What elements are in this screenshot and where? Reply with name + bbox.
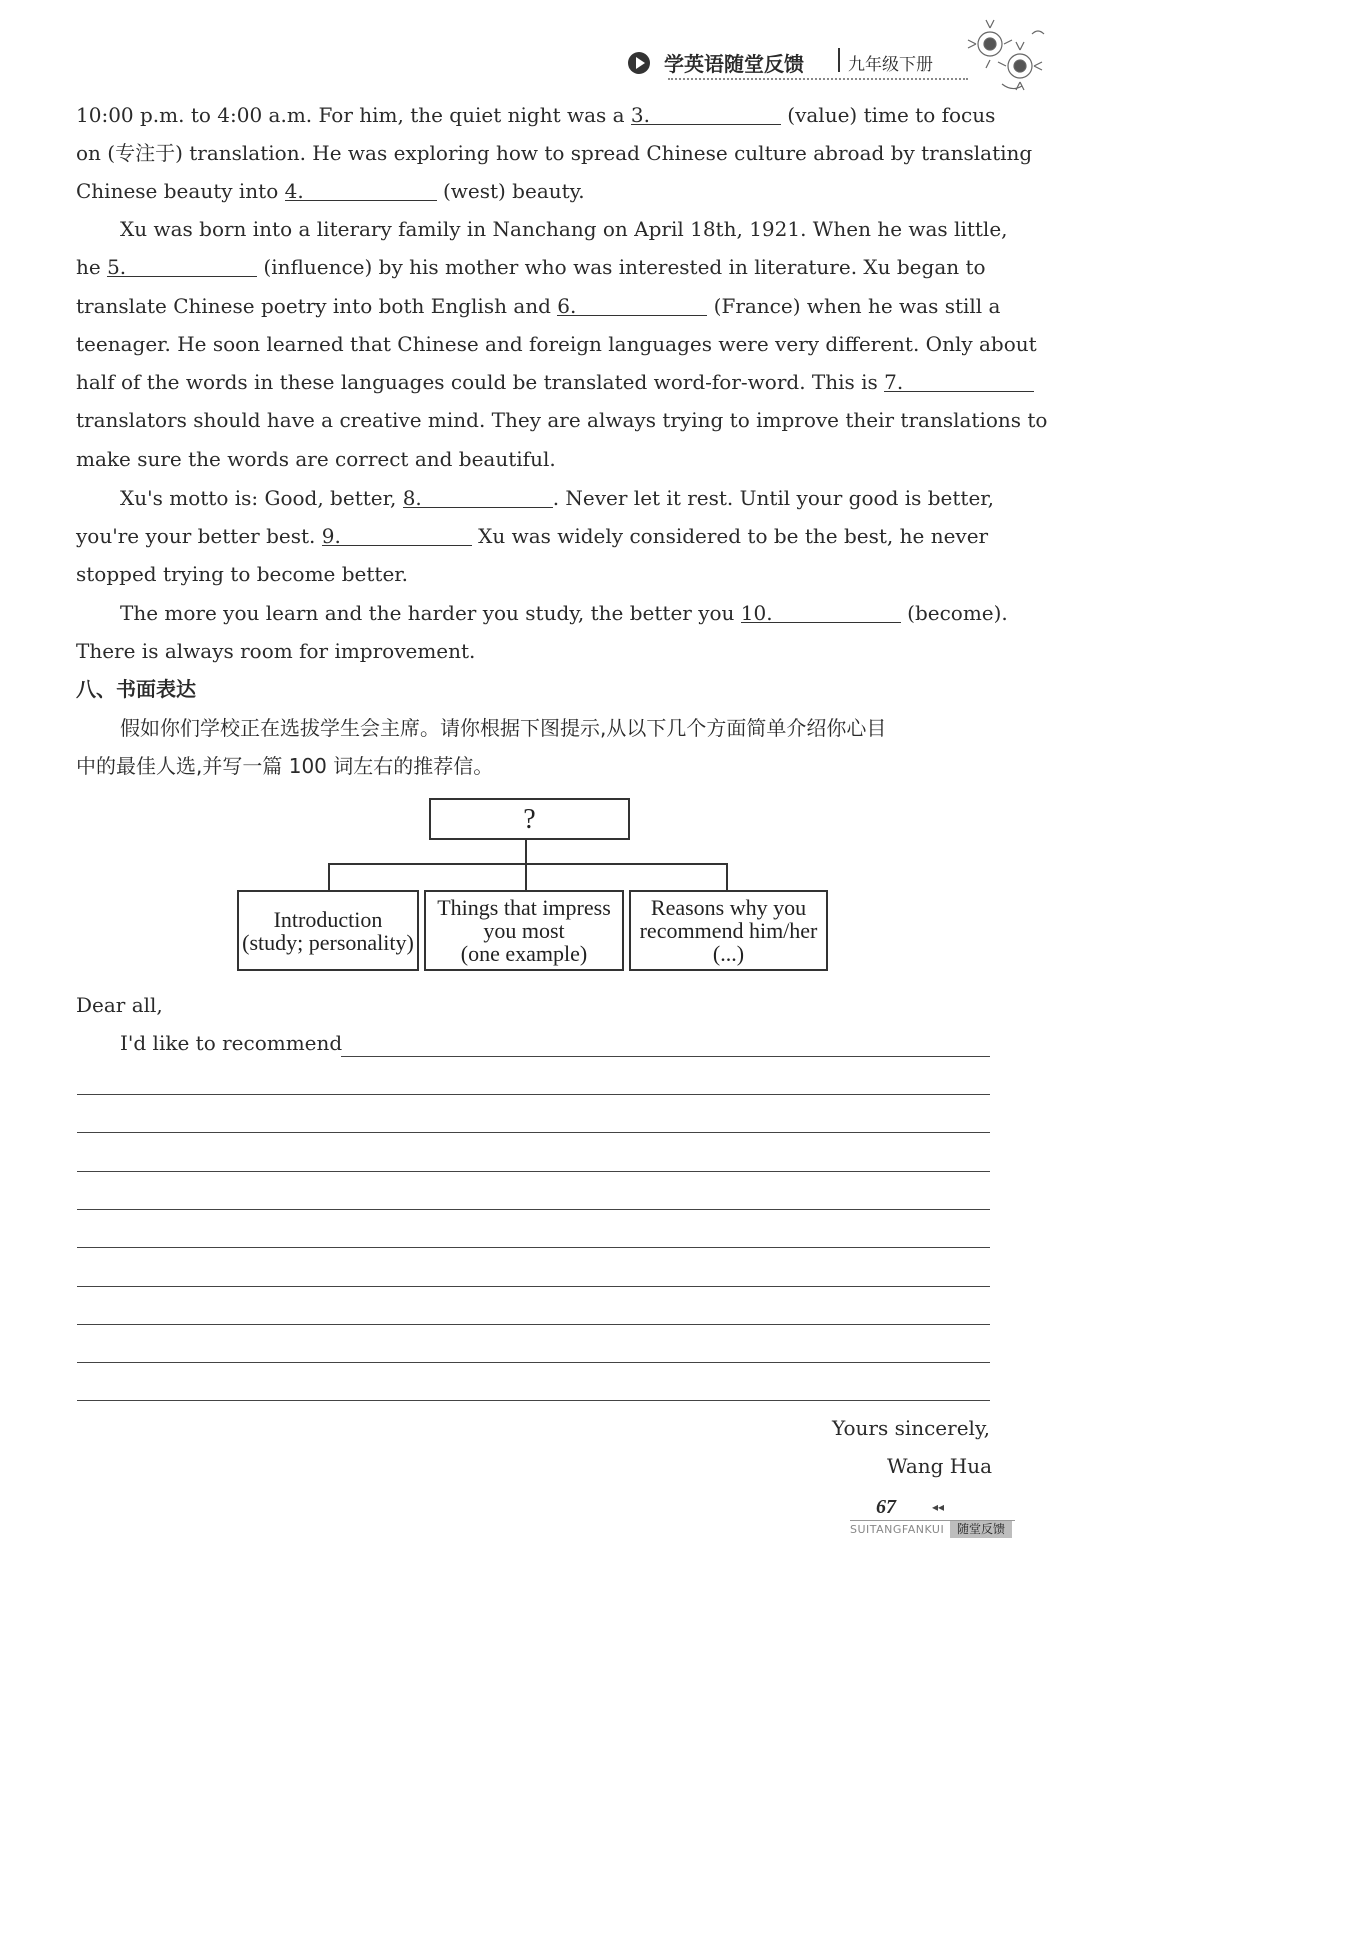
- passage-line-11: Xu's motto is: Good, better, 8. . Never let it rest. Until your good is better,: [120, 486, 995, 510]
- passage-line-7: teenager. He soon learned that Chinese and foreign languages were very different. Only about: [76, 332, 1037, 356]
- passage-line-2: on (专注于) translation. He was exploring how to spread Chinese culture abroad by translating: [76, 141, 1033, 165]
- header-dotted-rule: [668, 78, 968, 80]
- blank-6[interactable]: 6.: [557, 293, 707, 316]
- passage-line-8: half of the words in these languages could be translated word-for-word. This is 7.: [76, 369, 1034, 395]
- blank-10[interactable]: 10.: [741, 600, 901, 623]
- diagram-connector: [328, 863, 330, 891]
- play-icon: [628, 52, 650, 74]
- blank-3[interactable]: 3.: [631, 102, 781, 125]
- passage-line-4: Xu was born into a literary family in Nanchang on April 18th, 1921. When he was little,: [120, 217, 1008, 241]
- book-title: 学英语随堂反馈: [664, 52, 804, 76]
- writing-line[interactable]: [77, 1362, 990, 1363]
- letter-signature: Wang Hua: [887, 1454, 993, 1478]
- passage-line-1: 10:00 p.m. to 4:00 a.m. For him, the quiet night was a 3. (value) time to focus: [76, 103, 996, 127]
- passage-line-12: you're your better best. 9. Xu was widely considered to be the best, he never: [76, 524, 989, 548]
- letter-greeting: Dear all,: [76, 993, 163, 1017]
- writing-line[interactable]: [341, 1056, 990, 1057]
- page-header: [628, 46, 958, 80]
- blank-7[interactable]: 7.: [884, 369, 1034, 392]
- writing-line[interactable]: [77, 1094, 990, 1095]
- diagram-box-introduction: Introduction (study; personality): [237, 890, 419, 971]
- writing-line[interactable]: [77, 1400, 990, 1401]
- passage-line-14: The more you learn and the harder you study, the better you 10. (become).: [120, 601, 1008, 625]
- writing-line[interactable]: [77, 1132, 990, 1133]
- passage-line-10: make sure the words are correct and beautiful.: [76, 447, 556, 471]
- instruction-line-1: 假如你们学校正在选拔学生会主席。请你根据下图提示,从以下几个方面简单介绍你心目: [120, 716, 887, 740]
- blank-4[interactable]: 4.: [285, 178, 437, 201]
- blank-8[interactable]: 8.: [403, 485, 553, 508]
- diagram-connector: [329, 863, 727, 865]
- passage-line-9: translators should have a creative mind. They are always trying to improve their translations to: [76, 408, 1048, 432]
- diagram-root-box: ?: [429, 798, 630, 840]
- series-footer: [850, 1520, 1015, 1539]
- page-number: 67: [876, 1496, 896, 1518]
- grade-label: 九年级下册: [848, 55, 933, 75]
- diagram-box-impress: Things that impress you most (one example): [424, 890, 624, 971]
- series-name-cn: 随堂反馈: [950, 1521, 1012, 1538]
- writing-line[interactable]: [77, 1324, 990, 1325]
- writing-line[interactable]: [77, 1286, 990, 1287]
- writing-line[interactable]: [77, 1171, 990, 1172]
- passage-line-3: Chinese beauty into 4. (west) beauty.: [76, 179, 585, 203]
- sunflower-decoration-icon: [962, 14, 1052, 104]
- passage-line-15: There is always room for improvement.: [76, 639, 476, 663]
- header-divider: [838, 48, 840, 72]
- series-name-en: SUITANGFANKUI: [850, 1523, 945, 1536]
- passage-line-13: stopped trying to become better.: [76, 562, 409, 586]
- page-arrows-icon: ◂◂: [932, 1500, 945, 1514]
- blank-5[interactable]: 5.: [107, 254, 257, 277]
- section-heading: 八、书面表达: [76, 677, 196, 701]
- passage-line-6: translate Chinese poetry into both English and 6. (France) when he was still a: [76, 294, 1001, 318]
- blank-9[interactable]: 9.: [322, 523, 472, 546]
- diagram-box-reasons: Reasons why you recommend him/her (...): [629, 890, 828, 971]
- instruction-line-2: 中的最佳人选,并写一篇 100 词左右的推荐信。: [76, 754, 494, 778]
- diagram-connector: [525, 840, 527, 891]
- diagram-connector: [726, 863, 728, 891]
- letter-closing: Yours sincerely,: [832, 1416, 990, 1440]
- passage-line-5: he 5. (influence) by his mother who was interested in literature. Xu began to: [76, 255, 986, 279]
- writing-line[interactable]: [77, 1209, 990, 1210]
- letter-opening: I'd like to recommend: [120, 1031, 343, 1055]
- writing-line[interactable]: [77, 1247, 990, 1248]
